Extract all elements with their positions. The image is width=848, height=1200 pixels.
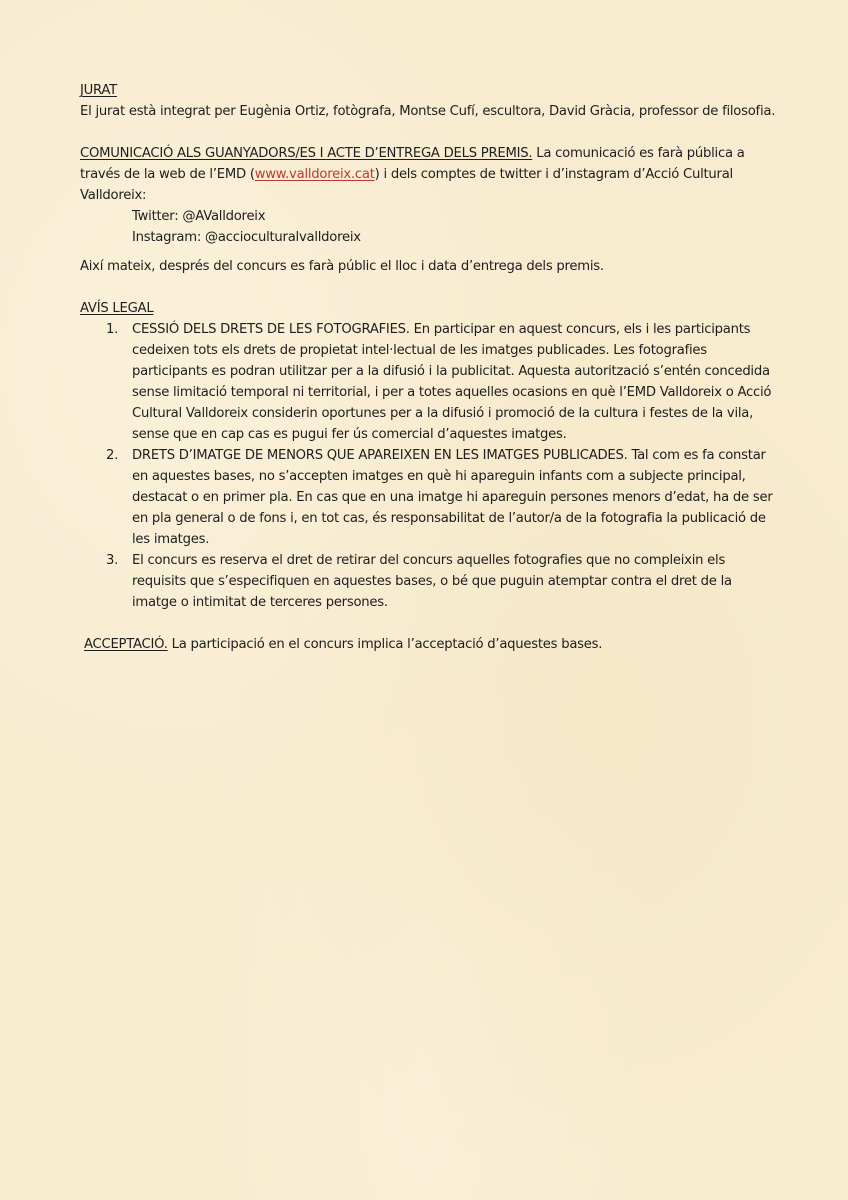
- avis-legal-heading: AVÍS LEGAL: [80, 301, 154, 316]
- document-content: [80, 80, 780, 655]
- spacer: [80, 613, 780, 634]
- spacer: [80, 248, 780, 256]
- list-item-number: 1.: [106, 322, 119, 337]
- avis-legal-section: [80, 298, 780, 613]
- acceptacio-text: La participació en el concurs implica l’acceptació d’aquestes bases.: [167, 637, 603, 652]
- comunicacio-section: [80, 143, 780, 277]
- list-item: [80, 445, 780, 550]
- list-item-number: 2.: [106, 448, 119, 463]
- acceptacio-heading: ACCEPTACIÓ.: [84, 637, 168, 652]
- list-item-number: 3.: [106, 553, 119, 568]
- acceptacio-section: [84, 634, 780, 655]
- list-item: [80, 550, 780, 613]
- comunicacio-text-after-link: ) i dels comptes de twitter i d’instagram d’Acció Cultural Valldoreix:: [80, 167, 733, 203]
- spacer: [80, 277, 780, 298]
- comunicacio-text-before-link: La comunicació es farà pública a través de la web de l’EMD (: [80, 146, 745, 182]
- comunicacio-heading: COMUNICACIÓ ALS GUANYADORS/ES I ACTE D’ENTREGA DELS PREMIS.: [80, 146, 533, 161]
- list-item: [80, 319, 780, 445]
- spacer: [80, 122, 780, 143]
- list-item-text: El concurs es reserva el dret de retirar del concurs aquelles fotografies que no compleixin els requisits que s’especifiquen en aquestes bases, o bé que puguin atemptar contra el dret de la imatge o intimitat de terceres persones.: [132, 553, 732, 610]
- comunicacio-paragraph: [80, 143, 780, 206]
- comunicacio-followup: Així mateix, després del concurs es farà públic el lloc i data d’entrega dels premis.: [80, 259, 604, 274]
- jurat-section: [80, 80, 780, 122]
- instagram-handle: Instagram: @accioculturalvalldoreix: [132, 230, 361, 245]
- avis-legal-list: [80, 319, 780, 613]
- list-item-text: CESSIÓ DELS DRETS DE LES FOTOGRAFIES. En participar en aquest concurs, els i les participants cedeixen tots els drets de propietat intel·lectual de les imatges publicades. Les fotografies participants es podran utilitzar per a la difusió i la publicitat. Aquesta autorització s’entén concedida sense limitació temporal ni territorial, i per a totes aquelles ocasions en què l’EMD Valldoreix o Acció Cultural Valldoreix considerin oportunes per a la difusió i promoció de la cultura i festes de la vila, sense que en cap cas es pugui fer ús comercial d’aquestes imatges.: [132, 322, 772, 442]
- jurat-heading: JURAT: [80, 83, 117, 98]
- twitter-handle: Twitter: @AValldoreix: [132, 209, 266, 224]
- list-item-text: DRETS D’IMATGE DE MENORS QUE APAREIXEN EN LES IMATGES PUBLICADES. Tal com es fa constar en aquestes bases, no s’accepten imatges en què hi apareguin infants com a subjecte principal, destacat o en primer pla. En cas que en una imatge hi apareguin persones menors d’edat, ha de ser en pla general o de fons i, en tot cas, és responsabilitat de l’autor/a de la fotografia la publicació de les imatges.: [132, 448, 773, 547]
- jurat-text: El jurat està integrat per Eugènia Ortiz, fotògrafa, Montse Cufí, escultora, David Gràcia, professor de filosofia.: [80, 104, 776, 119]
- valldoreix-website-link[interactable]: www.valldoreix.cat: [254, 167, 375, 182]
